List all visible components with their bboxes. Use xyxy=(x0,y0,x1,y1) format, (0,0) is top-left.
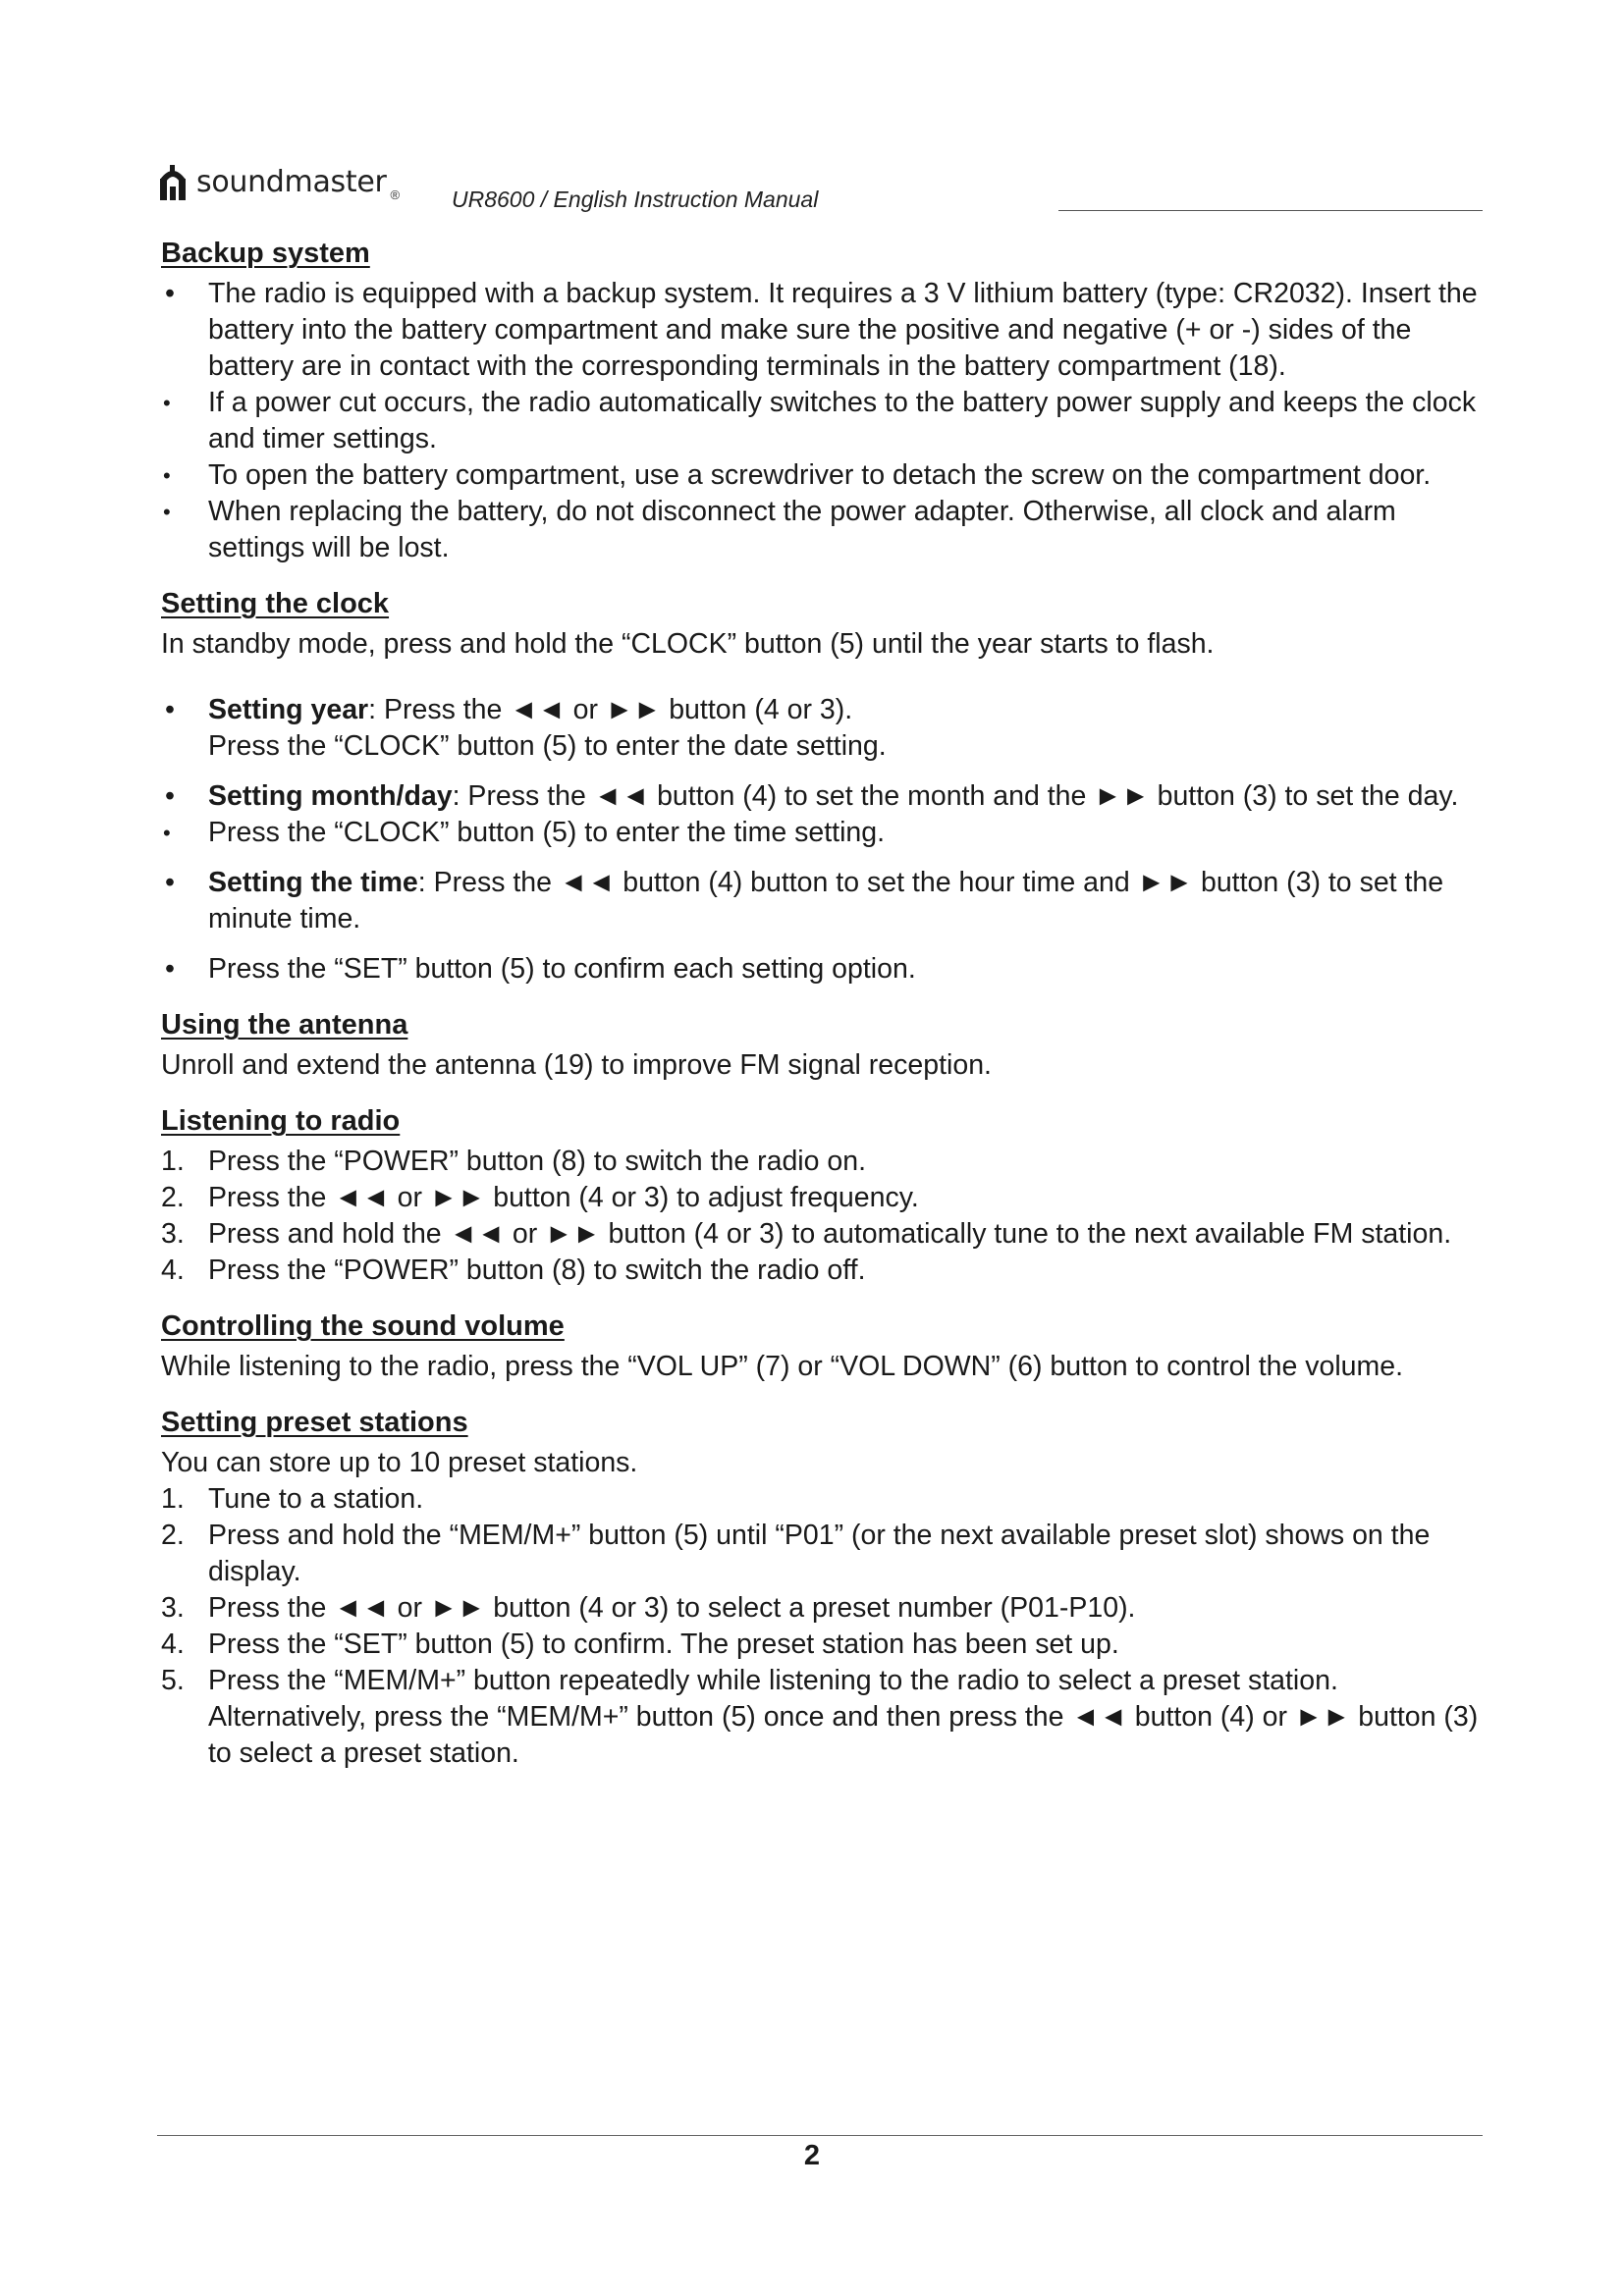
section-title-radio: Listening to radio xyxy=(161,1105,401,1137)
setting-monthday-text: : Press the ◄◄ button (4) to set the month and the ►► button (3) to set the day. xyxy=(452,780,1459,812)
step-number: 2. xyxy=(161,1182,185,1213)
registered-mark: ® xyxy=(390,187,401,202)
list-item xyxy=(161,692,1482,765)
list-item xyxy=(161,1663,1482,1772)
manual-title: UR8600 / English Instruction Manual xyxy=(452,187,819,212)
step-text: Press the “POWER” button (8) to switch the radio on. xyxy=(208,1146,867,1177)
setting-time-label: Setting the time xyxy=(208,867,418,898)
bullet-icon: • xyxy=(165,780,175,812)
list-item xyxy=(161,457,1482,494)
step-number: 5. xyxy=(161,1665,185,1696)
section-title-volume: Controlling the sound volume xyxy=(161,1310,565,1342)
presets-intro: You can store up to 10 preset stations. xyxy=(161,1447,638,1478)
bullet-icon: • xyxy=(165,867,175,898)
step-number: 3. xyxy=(161,1592,185,1624)
step-text: Press the “SET” button (5) to confirm. The preset station has been set up. xyxy=(208,1629,1119,1660)
setting-time-text: : Press the ◄◄ button (4) button to set the hour time and ►► button (3) to set the minute time. xyxy=(208,867,1444,934)
list-item xyxy=(161,1216,1482,1253)
bullet-icon: • xyxy=(163,391,171,415)
step-number: 4. xyxy=(161,1629,185,1660)
step-text: Press and hold the ◄◄ or ►► button (4 or 3) to automatically tune to the next available FM station. xyxy=(208,1218,1452,1250)
step-text: Press the “MEM/M+” button repeatedly while listening to the radio to select a preset station. Alternatively, press the “MEM/M+” button (5) once and then press the ◄◄ button (4) or ►► button (3) to select a preset station. xyxy=(208,1665,1479,1769)
section-title-antenna: Using the antenna xyxy=(161,1009,408,1041)
list-item xyxy=(161,1180,1482,1216)
page-content xyxy=(161,236,1482,1772)
bullet-icon: • xyxy=(165,953,175,985)
bullet-text: If a power cut occurs, the radio automatically switches to the battery power supply and keeps the clock and timer settings. xyxy=(208,387,1477,454)
list-item xyxy=(161,1481,1482,1518)
section-title-clock: Setting the clock xyxy=(161,588,390,619)
list-item xyxy=(161,494,1482,566)
step-number: 3. xyxy=(161,1218,185,1250)
page-header xyxy=(157,149,1483,212)
list-item xyxy=(161,1518,1482,1590)
page-number: 2 xyxy=(803,2140,821,2171)
step-text: Press the “POWER” button (8) to switch the radio off. xyxy=(208,1255,866,1286)
bullet-icon: • xyxy=(163,500,171,524)
section-title-presets: Setting preset stations xyxy=(161,1407,468,1438)
list-item xyxy=(161,385,1482,457)
bullet-text: The radio is equipped with a backup system. It requires a 3 V lithium battery (type: CR2032). Insert the battery into the battery compartment and make sure the positive and negative (+ or -) sides of the battery are in contact with the corresponding terminals in the battery compartment (18). xyxy=(208,278,1478,382)
footer-divider xyxy=(157,2135,1483,2136)
step-number: 1. xyxy=(161,1483,185,1515)
section-title-backup: Backup system xyxy=(161,238,370,269)
step-text: Tune to a station. xyxy=(208,1483,424,1515)
setting-year-text: : Press the ◄◄ or ►► button (4 or 3). xyxy=(368,694,853,725)
bullet-icon: • xyxy=(163,821,171,845)
antenna-text: Unroll and extend the antenna (19) to improve FM signal reception. xyxy=(161,1049,992,1081)
bullet-text: Press the “SET” button (5) to confirm each setting option. xyxy=(208,953,916,985)
list-item xyxy=(161,865,1482,937)
bullet-icon: • xyxy=(163,463,171,488)
list-item xyxy=(161,778,1482,815)
bullet-icon: • xyxy=(165,278,175,309)
bullet-text: Press the “CLOCK” button (5) to enter the time setting. xyxy=(208,817,886,848)
setting-year-text-2: Press the “CLOCK” button (5) to enter the date setting. xyxy=(208,730,887,762)
list-item xyxy=(161,951,1482,988)
soundmaster-logo-icon xyxy=(157,163,190,202)
list-item xyxy=(161,1253,1482,1289)
bullet-text: When replacing the battery, do not disconnect the power adapter. Otherwise, all clock and alarm settings will be lost. xyxy=(208,496,1396,563)
list-item xyxy=(161,1590,1482,1627)
header-divider xyxy=(1058,210,1483,211)
list-item xyxy=(161,815,1482,851)
setting-monthday-label: Setting month/day xyxy=(208,780,453,812)
step-number: 4. xyxy=(161,1255,185,1286)
brand-name: soundmaster xyxy=(196,165,387,199)
list-item xyxy=(161,1144,1482,1180)
list-item xyxy=(161,276,1482,385)
step-text: Press the ◄◄ or ►► button (4 or 3) to select a preset number (P01-P10). xyxy=(208,1592,1136,1624)
step-number: 1. xyxy=(161,1146,185,1177)
bullet-text: To open the battery compartment, use a screwdriver to detach the screw on the compartment door. xyxy=(208,459,1432,491)
volume-text: While listening to the radio, press the “VOL UP” (7) or “VOL DOWN” (6) button to control the volume. xyxy=(161,1351,1404,1382)
step-text: Press the ◄◄ or ►► button (4 or 3) to adjust frequency. xyxy=(208,1182,919,1213)
clock-intro: In standby mode, press and hold the “CLOCK” button (5) until the year starts to flash. xyxy=(161,628,1215,660)
bullet-icon: • xyxy=(165,694,175,725)
step-text: Press and hold the “MEM/M+” button (5) until “P01” (or the next available preset slot) shows on the display. xyxy=(208,1520,1431,1587)
step-number: 2. xyxy=(161,1520,185,1551)
brand-logo xyxy=(157,155,400,202)
setting-year-label: Setting year xyxy=(208,694,369,725)
list-item xyxy=(161,1627,1482,1663)
